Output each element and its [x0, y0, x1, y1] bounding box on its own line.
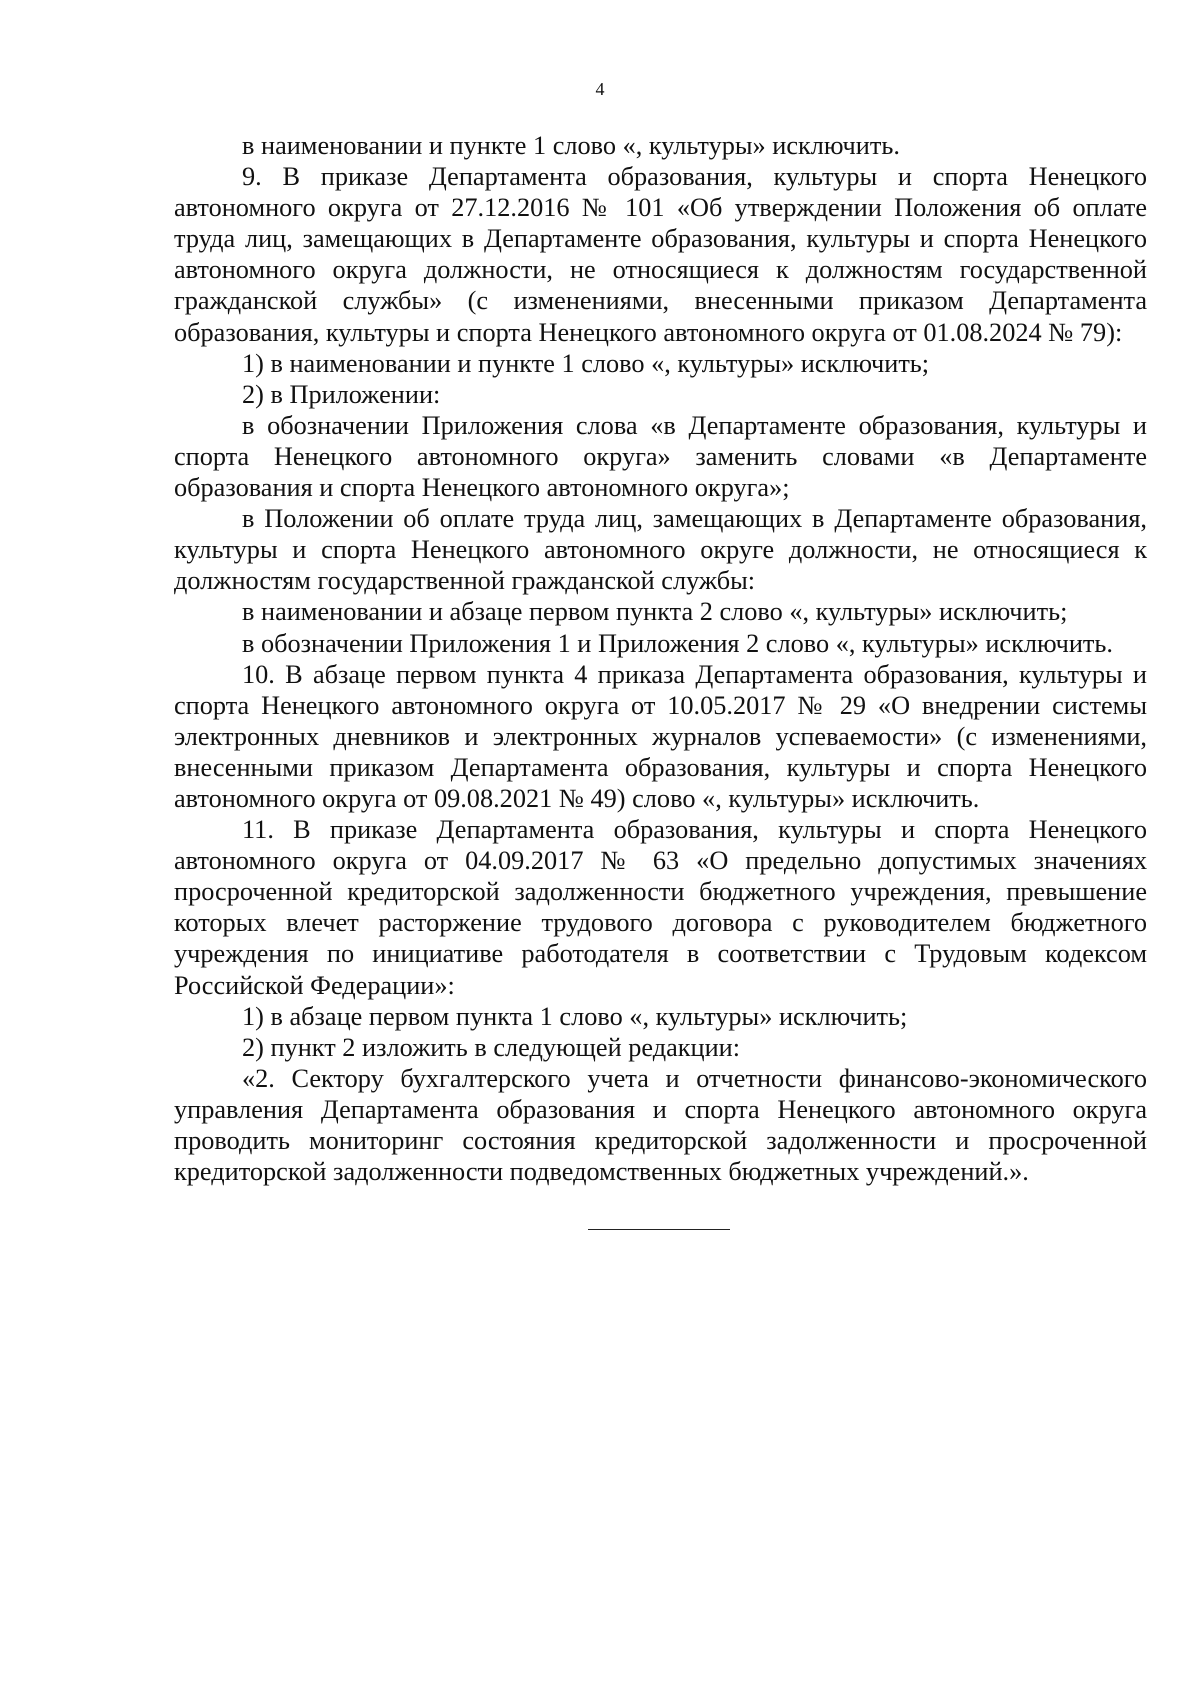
paragraph: 10. В абзаце первом пункта 4 приказа Департамента образования, культуры и спорта Ненецкого автономного округа от 10.05.2017 № 29 «О внедрении системы электронных дневников и электронных журналов успеваемости» (с изменениями, внесенными приказом Департамента образования, культуры и спорта Ненецкого автономного округа от 09.08.2021 № 49) слово «, культуры» исключить.: [174, 659, 1147, 813]
paragraph: 2) в Приложении:: [242, 379, 441, 409]
paragraph: 9. В приказе Департамента образования, культуры и спорта Ненецкого автономного округа от 27.12.2016 № 101 «Об утверждении Положения об оплате труда лиц, замещающих в Департаменте образования, культуры и спорта Ненецкого автономного округа должности, не относящиеся к должностям государственной гражданской службы» (с изменениями, внесенными приказом Департамента образования, культуры и спорта Ненецкого автономного округа от 01.08.2024 № 79):: [174, 162, 1147, 347]
paragraph: «2. Сектору бухгалтерского учета и отчетности финансово-экономического управления Департамента образования и спорта Ненецкого автономного округа проводить мониторинг состояния кредиторской задолженности и просроченной кредиторской задолженности подведомственных бюджетных учреждений.».: [174, 1063, 1147, 1187]
paragraph: 11. В приказе Департамента образования, культуры и спорта Ненецкого автономного округа от 04.09.2017 № 63 «О предельно допустимых значениях просроченной кредиторской задолженности бюджетного учреждения, превышение которых влечет расторжение трудового договора с руководителем бюджетного учреждения по инициативе работодателя в соответствии с Трудовым кодексом Российской Федерации»:: [174, 815, 1147, 1000]
paragraph: в обозначении Приложения слова «в Департаменте образования, культуры и спорта Ненецкого автономного округа» заменить словами «в Департаменте образования и спорта Ненецкого автономного округа»;: [174, 410, 1147, 503]
closing-divider-line: [588, 1229, 730, 1230]
paragraph: в наименовании и пункте 1 слово «, культуры» исключить.: [242, 131, 900, 160]
paragraph: в наименовании и абзаце первом пункта 2 слово «, культуры» исключить;: [242, 597, 1068, 627]
paragraph: в обозначении Приложения 1 и Приложения 2 слово «, культуры» исключить.: [242, 628, 1113, 658]
document-body: [174, 130, 1147, 1187]
paragraph: в Положении об оплате труда лиц, замещающих в Департаменте образования, культуры и спорта Ненецкого автономного округе должности, не относящиеся к должностям государственной гражданской службы:: [174, 504, 1147, 596]
page-number: 4: [595, 79, 605, 99]
paragraph: 1) в наименовании и пункте 1 слово «, культуры» исключить;: [242, 348, 930, 378]
paragraph: 1) в абзаце первом пункта 1 слово «, культуры» исключить;: [242, 1001, 908, 1031]
paragraph: 2) пункт 2 изложить в следующей редакции:: [242, 1032, 741, 1062]
